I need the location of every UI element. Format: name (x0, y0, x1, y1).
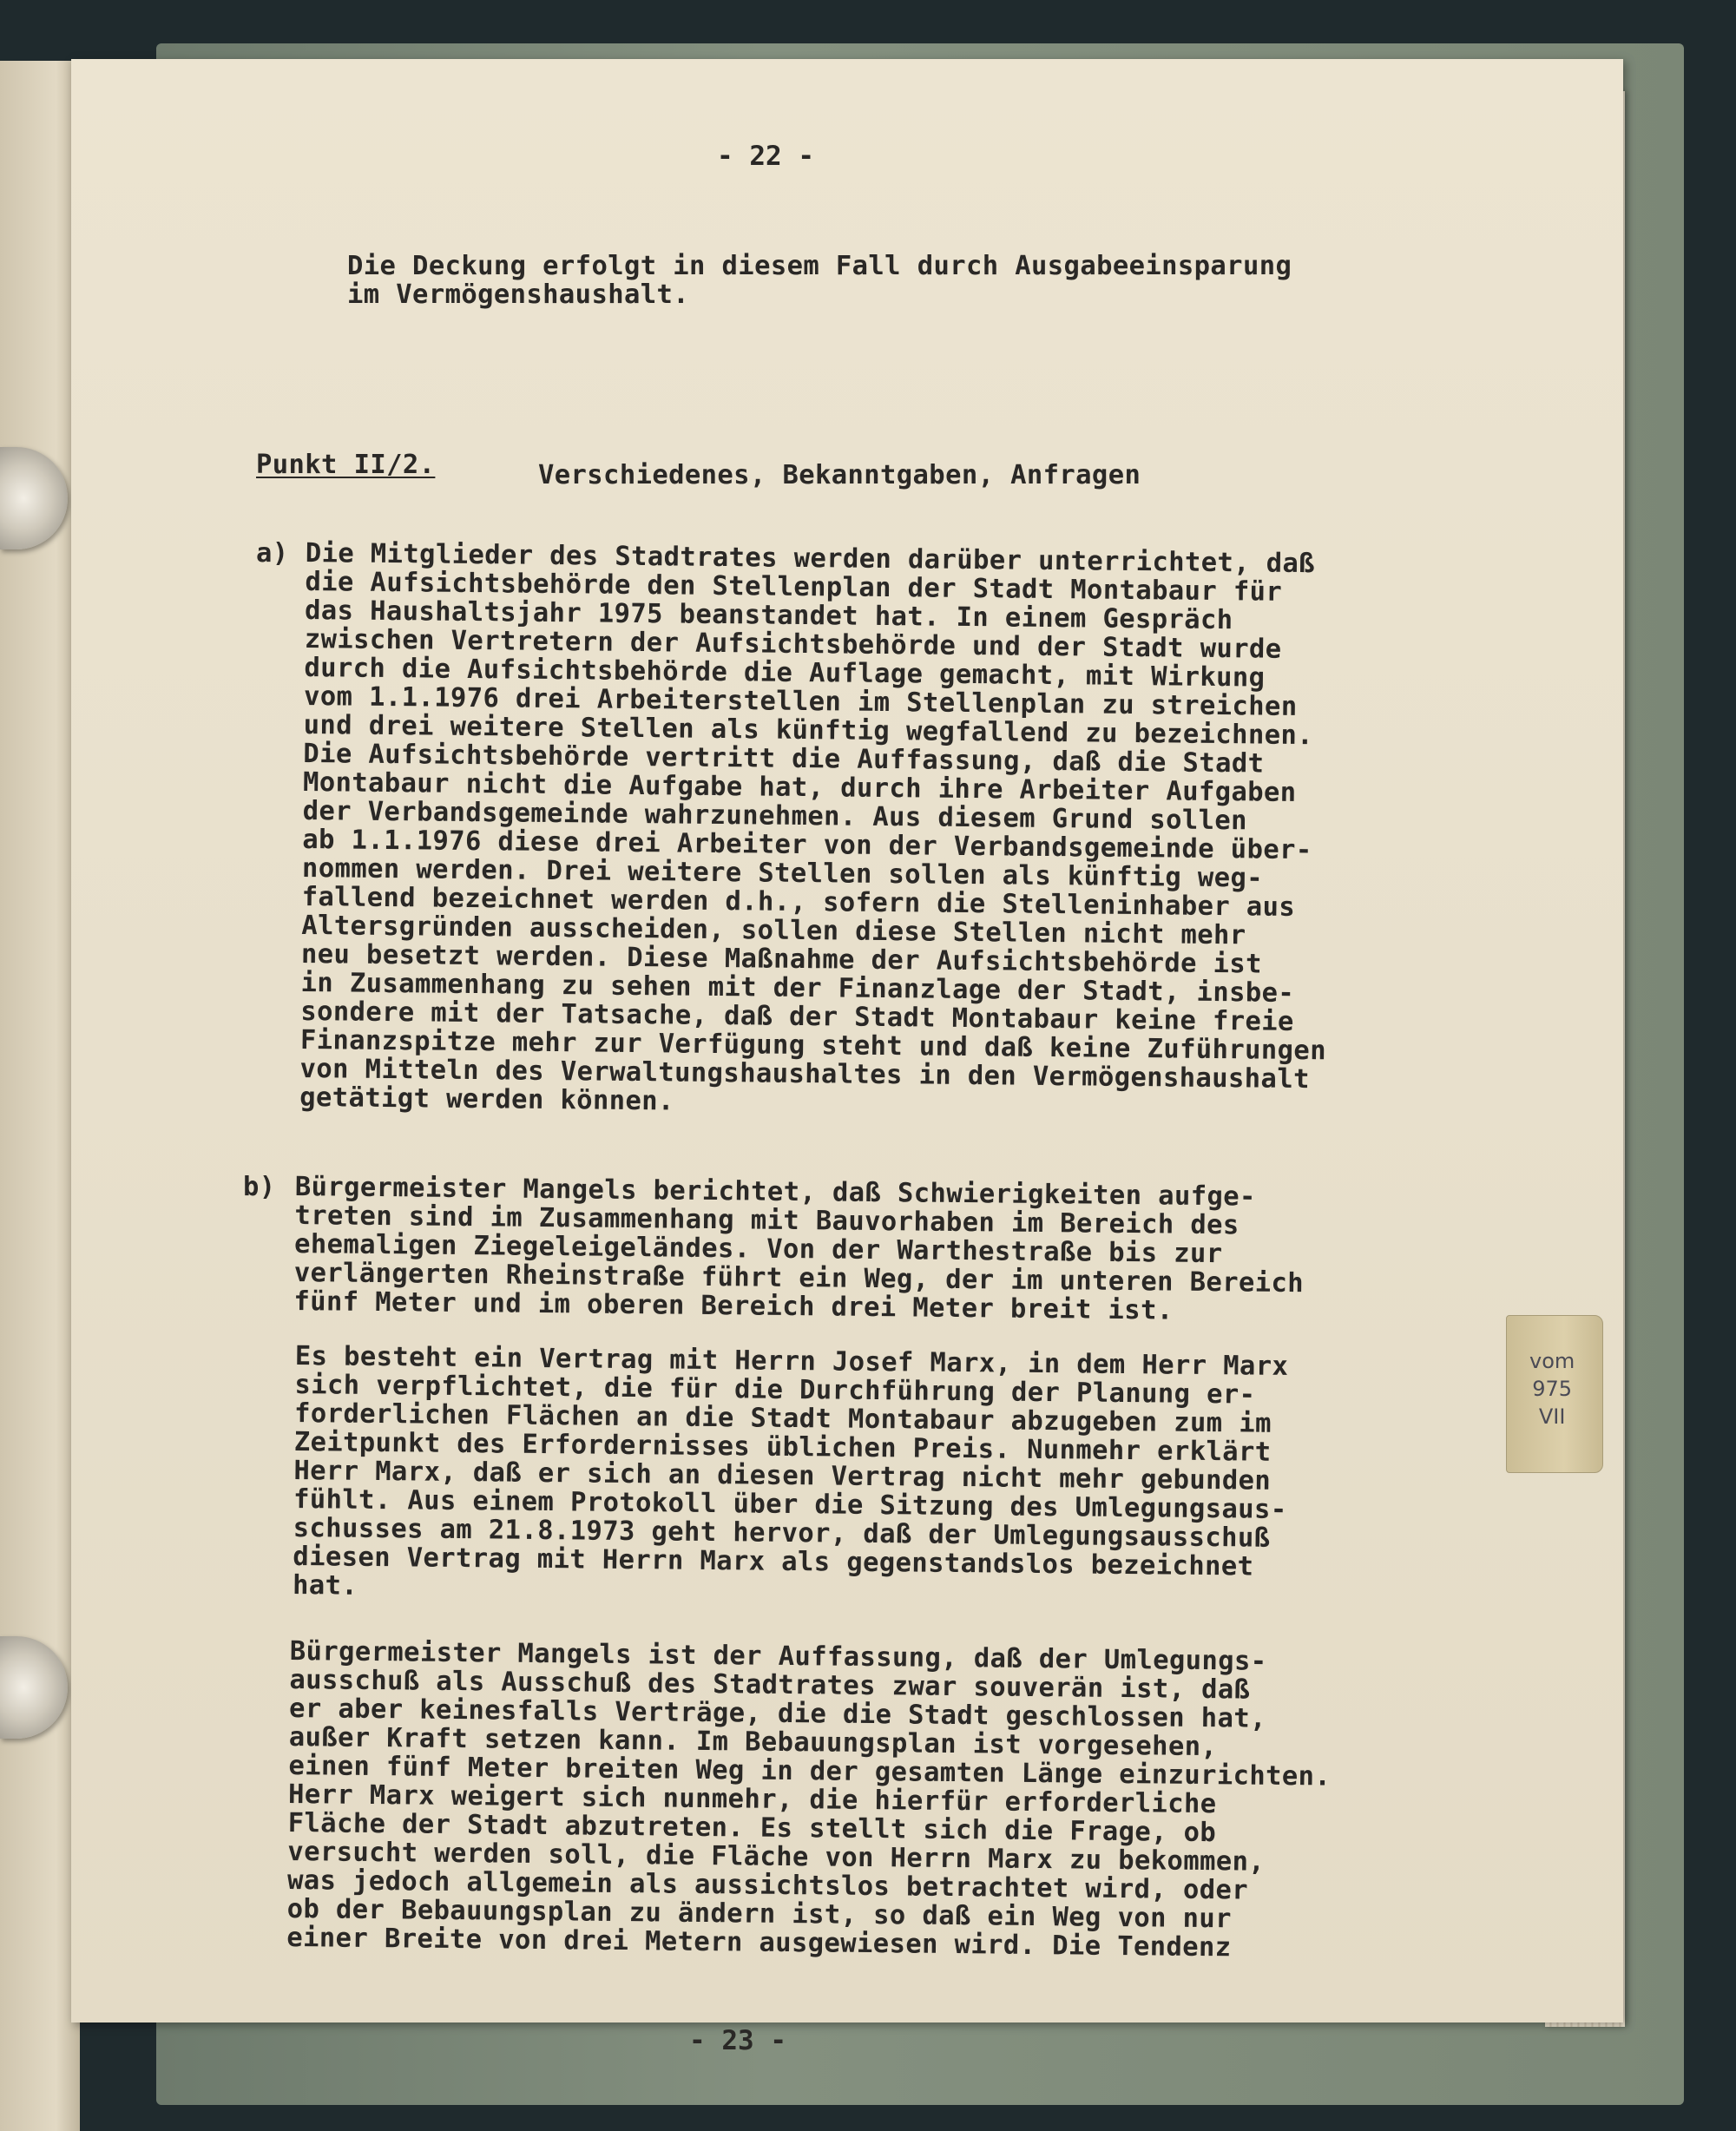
intro-paragraph: Die Deckung erfolgt in diesem Fall durch Ausgabeeinsparung im Vermögenshaushalt. (347, 251, 1292, 310)
index-tab (1506, 1315, 1603, 1473)
item-b-marker: b) (243, 1172, 276, 1202)
item-b-paragraph-2: Es besteht ein Vertrag mit Herrn Josef Marx, in dem Herr Marx sich verpflichtet, die für die Durchführung der Planung er- forderlichen Flächen an die Stadt Montabaur abzugeben zum im Zeitpunkt des Erfordernisses üblichen Preis. Nunmehr erklärt Herr Marx, daß er sich an diesen Vertrag nicht mehr gebunden fühlt. Aus einem Protokoll über die Sitzung des Umlegungsaus- schusses am 21.8.1973 geht hervor, daß der Umlegungsausschuß diesen Vertrag mit Herrn Marx als gegenstandslos bezeichnet hat. (292, 1341, 1289, 1602)
item-a-paragraph: Die Mitglieder des Stadtrates werden darüber unterrichtet, daß die Aufsichtsbehörde den Stellenplan der Stadt Montabaur für das Haushaltsjahr 1975 beanstandet hat. In einem Gespräch zwischen Vertretern der Aufsichtsbehörde und der Stadt wurde durch die Aufsichtsbehörde die Auflage gemacht, mit Wirkung vom 1.1.1976 drei Arbeiterstellen im Stellenplan zu streichen und drei weitere Stellen als künftig wegfallend zu bezeichnen. Die Aufsichtsbehörde vertritt die Auffassung, daß die Stadt Montabaur nicht die Aufgabe hat, durch ihre Arbeiter Aufgaben der Verbandsgemeinde wahrzunehmen. Aus diesem Grund sollen ab 1.1.1976 diese drei Arbeiter von der Verbandsgemeinde über- nommen werden. Drei weitere Stellen sollen als künftig weg- fallend bezeichnet werden d.h., sofern die Stelleninhaber aus Altersgründen ausscheiden, sollen diese Stellen nicht mehr neu besetzt werden. Diese Maßnahme der Aufsichtsbehörde ist in Zusammenhang zu sehen mit der Finanzlage der Stadt, insbe- sondere mit der Tatsache, daß der Stadt Montabaur keine freie Finanzspitze mehr zur Verfügung steht und daß keine Zuführungen von Mitteln des Verwaltungshaushaltes in den Vermögenshaushalt getätigt werden können. (299, 538, 1327, 1117)
document-sheet (71, 59, 1623, 2056)
item-b-paragraph-1: Bürgermeister Mangels berichtet, daß Schwierigkeiten aufge- treten sind im Zusammenhang mit Bauvorhaben im Bereich des ehemaligen Ziegeleigeländes. Von der Warthestraße bis zur verlängerten Rheinstraße führt ein Weg, der im unteren Bereich fünf Meter und im oberen Bereich drei Meter breit ist. (293, 1172, 1305, 1326)
index-tab-label: vom 975 VII (1529, 1349, 1575, 1429)
page-footer-number: - 23 - (689, 2025, 786, 2056)
item-b-paragraph-3: Bürgermeister Mangels ist der Auffassung, daß der Umlegungs- ausschuß als Ausschuß des Stadtrates zwar souverän ist, daß er aber keinesfalls Verträge, die die Stadt geschlossen hat, außer Kraft setzen kann. Im Bebauungsplan ist vorgesehen, einen fünf Meter breiten Weg in der gesamten Länge einzurichten. Herr Marx weigert sich nunmehr, die hierfür erforderliche Fläche der Stadt abzutreten. Es stellt sich die Frage, ob versucht werden soll, die Fläche von Herrn Marx zu bekommen, was jedoch allgemein als aussichtslos betrachtet wird, oder ob der Bebauungsplan zu ändern ist, so daß ein Weg von nur einer Breite von drei Metern ausgewiesen wird. Die Tendenz (286, 1636, 1332, 1963)
item-a-marker: a) (256, 538, 289, 569)
left-facing-page (0, 61, 80, 2131)
section-label: Punkt II/2. (256, 450, 436, 480)
section-title: Verschiedenes, Bekanntgaben, Anfragen (538, 460, 1141, 490)
page-header-number: - 22 - (717, 141, 814, 172)
